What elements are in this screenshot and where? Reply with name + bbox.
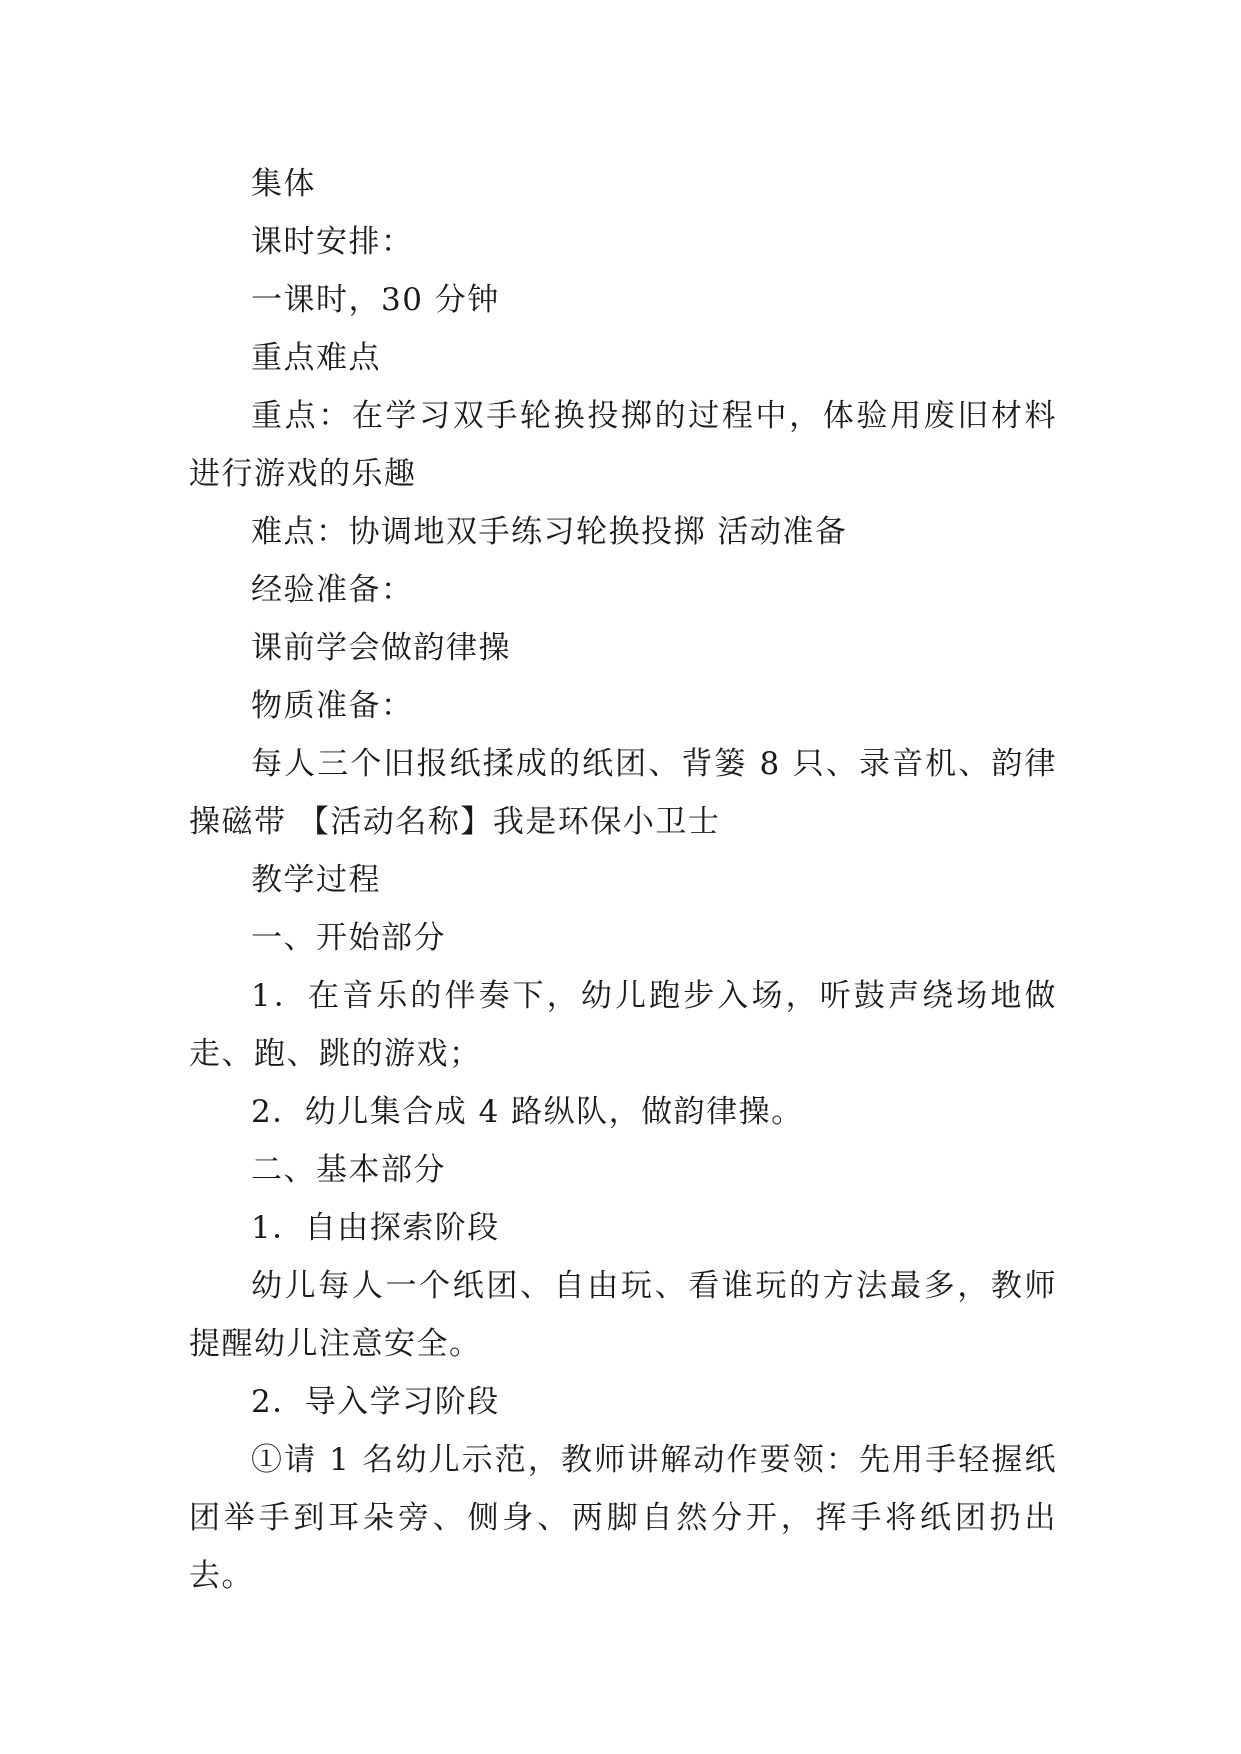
paragraph-free-exploration: 幼儿每人一个纸团、自由玩、看谁玩的方法最多，教师提醒幼儿注意安全。 [189,1268,1057,1362]
paragraph-guided-learning-heading: 2．导入学习阶段 [251,1384,500,1420]
paragraph-key-points-heading: 重点难点 [251,340,381,376]
paragraph-teaching-process-heading: 教学过程 [251,862,381,898]
paragraph-section-basic: 二、基本部分 [251,1152,446,1188]
paragraph-schedule-value: 一课时，30 分钟 [251,282,500,318]
paragraph-key-point: 重点：在学习双手轮换投掷的过程中，体验用废旧材料进行游戏的乐趣 [189,398,1057,492]
paragraph-experience-prep: 课前学会做韵律操 [251,630,511,666]
paragraph-material-prep: 每人三个旧报纸揉成的纸团、背篓 8 只、录音机、韵律操磁带 【活动名称】我是环保小卫士 [189,746,1057,840]
paragraph-material-prep-heading: 物质准备： [251,688,414,724]
paragraph-schedule-heading: 课时安排： [251,224,414,260]
paragraph-experience-prep-heading: 经验准备： [251,572,414,608]
paragraph-step-2: 2．幼儿集合成 4 路纵队，做韵律操。 [251,1094,804,1130]
paragraph-section-start: 一、开始部分 [251,920,446,956]
paragraph-free-exploration-heading: 1．自由探索阶段 [251,1210,500,1246]
paragraph-demonstration: ①请 1 名幼儿示范，教师讲解动作要领：先用手轻握纸团举手到耳朵旁、侧身、两脚自然分开，挥手将纸团扔出去。 [189,1442,1057,1594]
paragraph-step-1: 1．在音乐的伴奏下，幼儿跑步入场，听鼓声绕场地做走、跑、跳的游戏； [189,978,1057,1072]
paragraph-group-type: 集体 [251,166,316,202]
document-body [189,155,1057,1605]
paragraph-difficulty: 难点：协调地双手练习轮换投掷 活动准备 [251,514,848,550]
